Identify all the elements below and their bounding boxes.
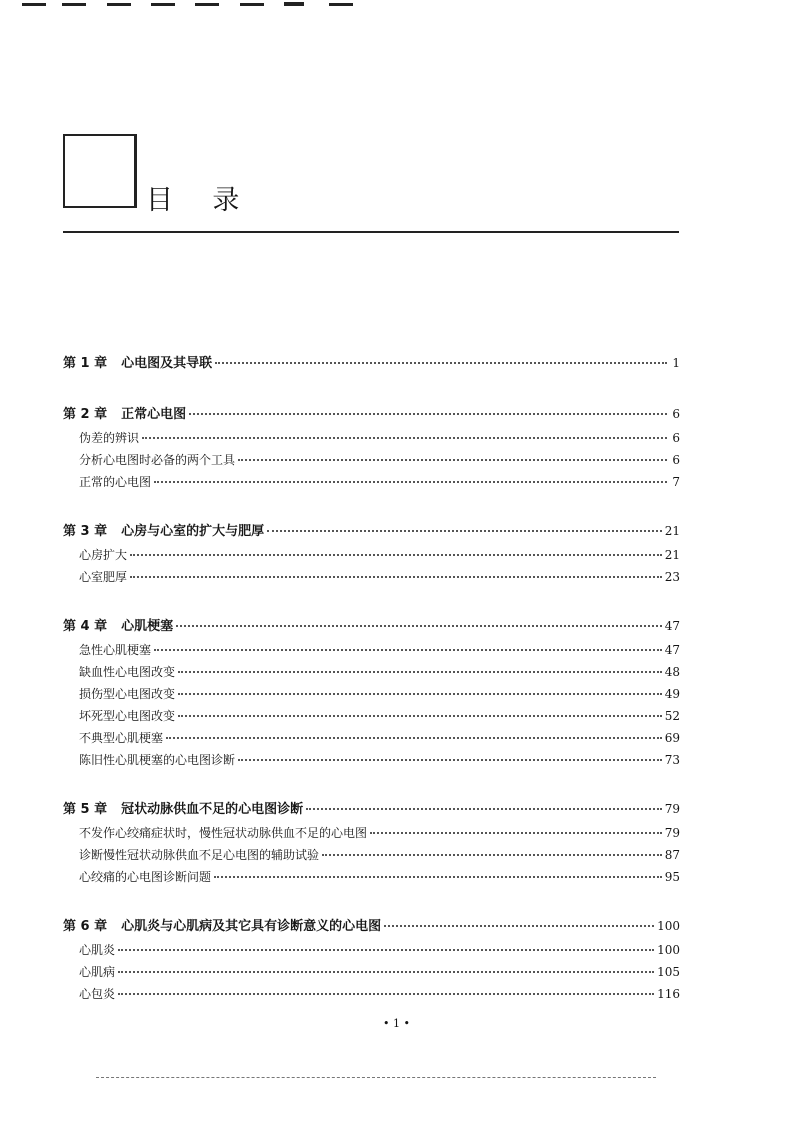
- toc-section-entry[interactable]: [63, 939, 680, 961]
- chapter-title: 心房与心室的扩大与肥厚: [121, 524, 265, 539]
- section-page-number: 52: [664, 709, 680, 723]
- dot-leader: [154, 649, 662, 651]
- section-title: 诊断慢性冠状动脉供血不足心电图的辅助试验: [79, 848, 320, 862]
- dot-leader: [142, 437, 667, 439]
- toc-section-entry[interactable]: [63, 961, 680, 983]
- dot-leader: [178, 671, 662, 673]
- dot-leader: [130, 554, 662, 556]
- dot-leader: [118, 949, 654, 951]
- toc-section-entry[interactable]: [63, 471, 680, 493]
- section-title: 坏死型心电图改变: [79, 709, 176, 723]
- section-page-number: 6: [672, 431, 680, 445]
- table-of-contents: [63, 350, 680, 1030]
- section-title: 心包炎: [79, 987, 116, 1001]
- section-page-number: 73: [664, 753, 680, 767]
- toc-chapter-entry[interactable]: [63, 796, 680, 822]
- toc-chapter-block: [63, 613, 680, 771]
- section-page-number: 87: [664, 848, 680, 862]
- section-title: 心绞痛的心电图诊断问题: [79, 870, 212, 884]
- page-title: 目 录: [146, 185, 241, 216]
- dot-leader: [370, 832, 662, 834]
- dot-leader: [322, 854, 662, 856]
- chapter-page-number: 21: [664, 524, 680, 538]
- dot-leader: [176, 625, 662, 627]
- section-page-number: 105: [657, 965, 680, 979]
- toc-section-entry[interactable]: [63, 866, 680, 888]
- section-page-number: 6: [672, 453, 680, 467]
- section-title: 心房扩大: [79, 548, 128, 562]
- section-title: 不发作心绞痛症状时，慢性冠状动脉供血不足的心电图: [79, 826, 368, 840]
- section-page-number: 48: [664, 665, 680, 679]
- dot-leader: [130, 576, 662, 578]
- section-page-number: 47: [664, 643, 680, 657]
- dot-leader: [189, 413, 667, 415]
- dot-leader: [154, 481, 667, 483]
- chapter-number: 第 4 章: [63, 619, 108, 634]
- toc-chapter-entry[interactable]: [63, 913, 680, 939]
- dot-leader: [178, 715, 662, 717]
- toc-chapter-block: [63, 913, 680, 1005]
- section-page-number: 116: [657, 987, 680, 1001]
- section-title: 心室肥厚: [79, 570, 128, 584]
- chapter-title: 正常心电图: [121, 407, 187, 422]
- toc-section-entry[interactable]: [63, 749, 680, 771]
- section-title: 心肌炎: [79, 943, 116, 957]
- toc-chapter-block: [63, 796, 680, 888]
- section-title: 正常的心电图: [79, 475, 152, 489]
- toc-chapter-entry[interactable]: [63, 518, 680, 544]
- toc-chapter-entry[interactable]: [63, 613, 680, 639]
- chapter-number: 第 1 章: [63, 356, 108, 371]
- toc-section-entry[interactable]: [63, 983, 680, 1005]
- footer-rule: [96, 1077, 656, 1079]
- chapter-page-number: 6: [672, 407, 680, 421]
- toc-section-entry[interactable]: [63, 449, 680, 471]
- dot-leader: [267, 530, 662, 532]
- section-title: 分析心电图时必备的两个工具: [79, 453, 236, 467]
- toc-section-entry[interactable]: [63, 727, 680, 749]
- section-title: 伪差的辨识: [79, 431, 140, 445]
- page-number: • 1 •: [383, 1017, 410, 1030]
- section-title: 陈旧性心肌梗塞的心电图诊断: [79, 753, 236, 767]
- section-page-number: 100: [657, 943, 680, 957]
- dot-leader: [215, 362, 667, 364]
- toc-section-entry[interactable]: [63, 566, 680, 588]
- section-page-number: 7: [672, 475, 680, 489]
- chapter-title: 冠状动脉供血不足的心电图诊断: [121, 802, 304, 817]
- section-title: 心肌病: [79, 965, 116, 979]
- dot-leader: [118, 993, 654, 995]
- chapter-page-number: 100: [657, 919, 680, 933]
- toc-section-entry[interactable]: [63, 639, 680, 661]
- chapter-number: 第 5 章: [63, 802, 108, 817]
- chapter-number: 第 2 章: [63, 407, 108, 422]
- section-page-number: 23: [664, 570, 680, 584]
- section-page-number: 21: [664, 548, 680, 562]
- chapter-title: 心电图及其导联: [121, 356, 213, 371]
- toc-chapter-block: [63, 350, 680, 376]
- chapter-title: 心肌梗塞: [121, 619, 174, 634]
- dot-leader: [178, 693, 662, 695]
- dot-leader: [306, 808, 662, 810]
- chapter-page-number: 79: [664, 802, 680, 816]
- section-page-number: 95: [664, 870, 680, 884]
- section-title: 损伤型心电图改变: [79, 687, 176, 701]
- section-title: 缺血性心电图改变: [79, 665, 176, 679]
- toc-section-entry[interactable]: [63, 822, 680, 844]
- toc-section-entry[interactable]: [63, 683, 680, 705]
- section-page-number: 69: [664, 731, 680, 745]
- dot-leader: [214, 876, 662, 878]
- toc-chapter-entry[interactable]: [63, 401, 680, 427]
- toc-section-entry[interactable]: [63, 544, 680, 566]
- section-title: 不典型心肌梗塞: [79, 731, 164, 745]
- dot-leader: [166, 737, 662, 739]
- dot-leader: [384, 925, 654, 927]
- toc-section-entry[interactable]: [63, 661, 680, 683]
- chapter-page-number: 47: [664, 619, 680, 633]
- chapter-number: 第 6 章: [63, 919, 108, 934]
- section-page-number: 49: [664, 687, 680, 701]
- toc-chapter-block: [63, 518, 680, 588]
- heading-box-ornament: [63, 134, 137, 208]
- toc-section-entry[interactable]: [63, 844, 680, 866]
- toc-chapter-entry[interactable]: [63, 350, 680, 376]
- chapter-page-number: 1: [672, 356, 680, 370]
- section-title: 急性心肌梗塞: [79, 643, 152, 657]
- toc-section-entry[interactable]: [63, 705, 680, 727]
- heading-rule: [63, 231, 679, 233]
- dot-leader: [238, 759, 662, 761]
- dot-leader: [238, 459, 667, 461]
- chapter-number: 第 3 章: [63, 524, 108, 539]
- toc-section-entry[interactable]: [63, 427, 680, 449]
- toc-chapter-block: [63, 401, 680, 493]
- section-page-number: 79: [664, 826, 680, 840]
- dot-leader: [118, 971, 654, 973]
- chapter-title: 心肌炎与心肌病及其它具有诊断意义的心电图: [121, 919, 382, 934]
